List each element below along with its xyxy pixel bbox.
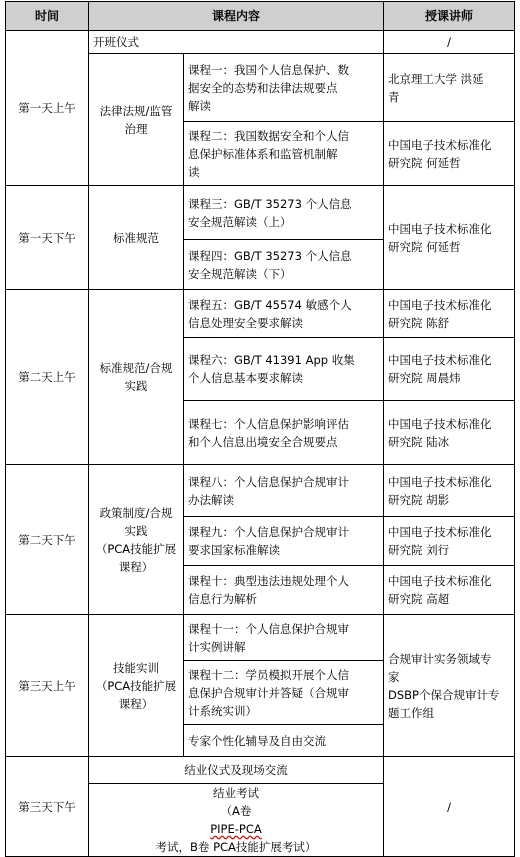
table-row [6,465,515,517]
time-cell: 第三天上午 [6,615,89,757]
table-row [6,31,515,54]
final-exam: 结业考试 （A卷 PIPE-PCA 考试，B卷 PCA技能扩展考试） [89,784,384,857]
exam-code: PIPE-PCA [210,822,262,836]
topic-cell: 标准规范 [89,186,184,290]
course-cell: 专家个性化辅导及自由交流 [184,725,384,757]
topic-cell: 法律法规/监管 治理 [89,54,184,186]
course-cell: 课程六：GB/T 41391 App 收集 个人信息基本要求解读 [184,338,384,401]
lecturer-cell: 中国电子技术标准化 研究院 高超 [384,566,515,615]
header-time: 时间 [6,2,89,31]
closing-lecturer: / [384,757,515,857]
header-row [6,2,515,31]
time-cell: 第二天上午 [6,290,89,465]
lecturer-cell: 中国电子技术标准化 研究院 周晨炜 [384,338,515,401]
lecturer-cell: 中国电子技术标准化 研究院 何延哲 [384,122,515,186]
course-cell: 课程八：个人信息保护合规审计 办法解读 [184,465,384,517]
header-lecturer: 授课讲师 [384,2,515,31]
course-cell: 课程三：GB/T 35273 个人信息 安全规范解读（上） [184,186,384,240]
course-cell: 课程十一：个人信息保护合规审 计实例讲解 [184,615,384,661]
table-row [6,615,515,661]
course-cell: 课程四：GB/T 35273 个人信息 安全规范解读（下） [184,240,384,290]
closing-ceremony: 结业仪式及现场交流 [89,757,384,784]
lecturer-cell: 中国电子技术标准化 研究院 刘行 [384,517,515,566]
header-content: 课程内容 [89,2,384,31]
lecturer-cell: 中国电子技术标准化 研究院 胡影 [384,465,515,517]
course-cell: 课程九：个人信息保护合规审计 要求国家标准解读 [184,517,384,566]
opening-ceremony: 开班仪式 [89,31,384,54]
time-cell: 第二天下午 [6,465,89,615]
course-cell: 课程七：个人信息保护影响评估 和个人信息出境安全合规要点 [184,401,384,465]
course-cell: 课程一：我国个人信息保护、数 据安全的态势和法律法规要点 解读 [184,54,384,122]
time-cell: 第三天下午 [6,757,89,857]
lecturer-cell: 中国电子技术标准化 研究院 何延哲 [384,186,515,290]
table-row [6,757,515,784]
lecturer-cell: 合规审计实务领域专 家 DSBP个保合规审计专 题工作组 [384,615,515,757]
lecturer-cell: 北京理工大学 洪延 青 [384,54,515,122]
course-cell: 课程十二：学员模拟开展个人信 息保护合规审计并答疑（合规审 计系统实训） [184,661,384,725]
table-row [6,290,515,338]
opening-lecturer: / [384,31,515,54]
topic-cell: 技能实训 （PCA技能扩展 课程） [89,615,184,757]
lecturer-cell: 中国电子技术标准化 研究院 陈舒 [384,290,515,338]
lecturer-cell: 中国电子技术标准化 研究院 陆冰 [384,401,515,465]
course-cell: 课程二：我国数据安全和个人信 息保护标准体系和监管机制解 读 [184,122,384,186]
course-cell: 课程十：典型违法违规处理个人 信息行为解析 [184,566,384,615]
table-row [6,186,515,240]
time-cell: 第一天上午 [6,31,89,186]
topic-cell: 标准规范/合规 实践 [89,290,184,465]
schedule-table [5,1,515,857]
topic-cell: 政策制度/合规 实践 （PCA技能扩展 课程） [89,465,184,615]
time-cell: 第一天下午 [6,186,89,290]
course-cell: 课程五：GB/T 45574 敏感个人 信息处理安全要求解读 [184,290,384,338]
